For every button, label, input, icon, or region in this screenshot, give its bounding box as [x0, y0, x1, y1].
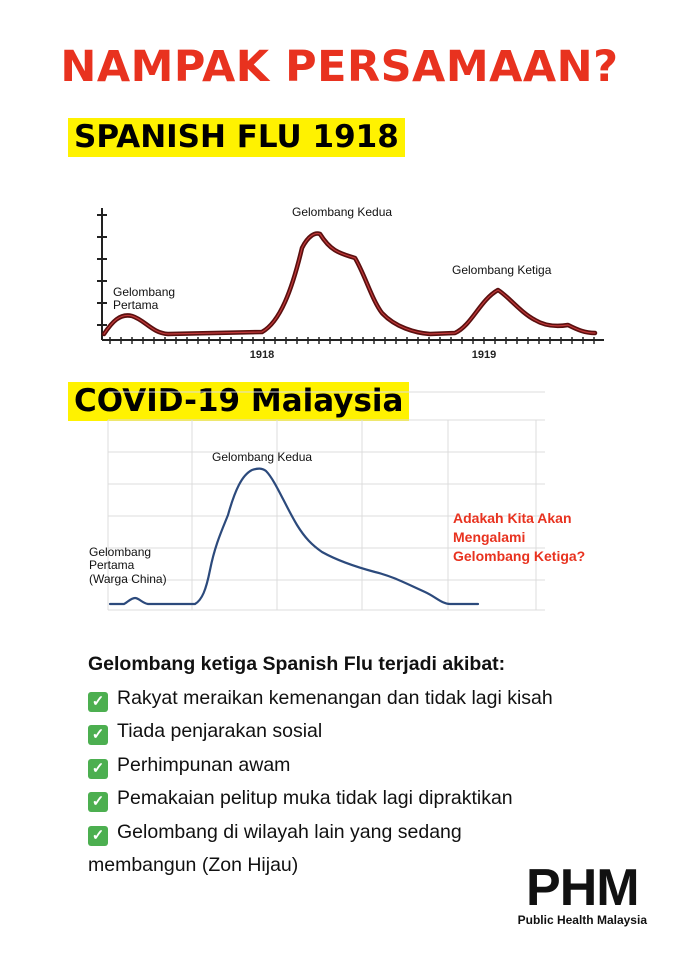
- list-item: ✓ Rakyat meraikan kemenangan dan tidak lagi kisah: [88, 682, 648, 716]
- list-item: ✓ Gelombang di wilayah lain yang sedang: [88, 816, 648, 850]
- covid-wave1-label-3: (Warga China): [89, 572, 167, 586]
- check-mark-icon: ✓: [88, 826, 108, 846]
- third-wave-question: Adakah Kita Akan: [453, 510, 572, 526]
- flu-wave3-label: Gelombang Ketiga: [452, 263, 552, 277]
- covid-wave2-label: Gelombang Kedua: [212, 450, 313, 464]
- check-mark-icon: ✓: [88, 725, 108, 745]
- logo-name: PHM: [526, 859, 639, 917]
- check-mark-icon: ✓: [88, 692, 108, 712]
- list-item: ✓ Perhimpunan awam: [88, 749, 648, 783]
- logo-subtitle: Public Health Malaysia: [517, 913, 647, 928]
- covid-curve-chart: [0, 380, 679, 630]
- flu-wave1-label: Gelombang: [113, 285, 176, 299]
- page-title: NAMPAK PERSAMAAN?: [60, 42, 619, 92]
- covid-heading: COVID-19 Malaysia: [68, 382, 409, 421]
- spanish-flu-curve-chart: [0, 0, 679, 380]
- spanish-flu-heading: SPANISH FLU 1918: [68, 118, 405, 157]
- third-wave-question-2: Mengalami: [453, 529, 526, 545]
- flu-wave2-label: Gelombang Kedua: [292, 205, 393, 219]
- list-item: ✓ Pemakaian pelitup muka tidak lagi dipraktikan: [88, 782, 648, 816]
- causes-heading: Gelombang ketiga Spanish Flu terjadi akibat:: [88, 653, 506, 675]
- x-tick-1919: 1919: [471, 349, 497, 361]
- x-tick-1918: 1918: [249, 349, 275, 361]
- check-mark-icon: ✓: [88, 759, 108, 779]
- list-item-continuation: membangun (Zon Hijau): [88, 854, 299, 877]
- list-item: ✓ Tiada penjarakan sosial: [88, 715, 648, 749]
- covid-wave1-label-2: Pertama: [89, 558, 135, 572]
- check-mark-icon: ✓: [88, 792, 108, 812]
- causes-list: [88, 648, 648, 883]
- third-wave-question-3: Gelombang Ketiga?: [453, 548, 586, 564]
- phm-logo: [517, 859, 647, 928]
- covid-wave1-label: Gelombang: [89, 545, 152, 559]
- flu-wave1-label-2: Pertama: [113, 298, 159, 312]
